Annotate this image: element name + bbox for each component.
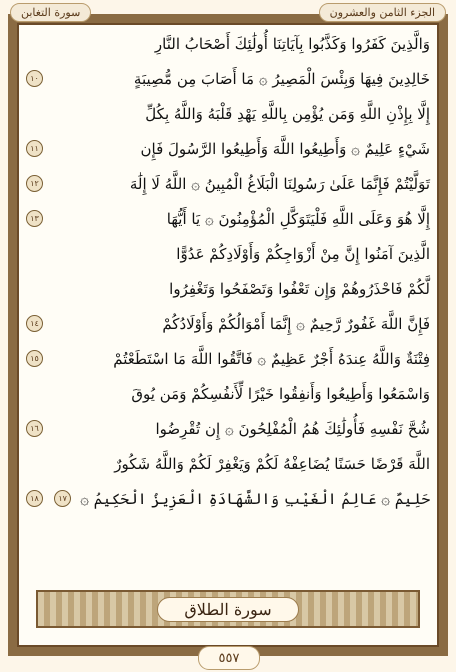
verse-line (22, 201, 432, 236)
verse-line (22, 306, 432, 341)
ayah-number-marker: ١٤ (26, 315, 43, 332)
verse-line (22, 376, 432, 411)
next-surah-title: سورة الطلاق (157, 597, 298, 622)
ayah-number-marker: ١٣ (26, 210, 43, 227)
line-text: إِلَّا هُوَ وَعَلَى اللَّهِ فَلْيَتَوَكَّلِ الْمُؤْمِنُونَ ۞ يَا أَيُّهَا (166, 209, 430, 228)
ayah-number-marker: ١٥ (26, 350, 43, 367)
line-text: فِتْنَةٌ وَاللَّهُ عِندَهُ أَجْرٌ عَظِيمٌ ۞ فَاتَّقُوا اللَّهَ مَا اسْتَطَعْتُمْ (113, 349, 430, 368)
line-text: الَّذِينَ آمَنُوا إِنَّ مِنْ أَزْوَاجِكُمْ وَأَوْلَادِكُمْ عَدُوًّا (176, 244, 430, 263)
ayah-number-marker: ١٢ (26, 175, 43, 192)
surah-header-banner (36, 590, 420, 628)
verse-line (22, 341, 432, 376)
verse-line (22, 96, 432, 131)
ayah-number-marker: ١٦ (26, 420, 43, 437)
ayah-number-marker: ١٧ (54, 490, 71, 507)
verse-line (22, 446, 432, 481)
line-text: وَالَّذِينَ كَفَرُوا وَكَذَّبُوا بِآيَاتِنَا أُولَٰئِكَ أَصْحَابُ النَّارِ (154, 34, 430, 53)
ayah-number-marker: ١٠ (26, 70, 43, 87)
page-header (10, 0, 446, 24)
verse-line (22, 481, 432, 516)
verse-line (22, 26, 432, 61)
line-text: لَّكُمْ فَاحْذَرُوهُمْ وَإِن تَعْفُوا وَتَصْفَحُوا وَتَغْفِرُوا (169, 279, 430, 298)
verse-line (22, 271, 432, 306)
page-number: ٥٥٧ (198, 646, 260, 670)
line-text: حَلِيمٌ ۞ عَالِمُ الْغَيْبِ وَالشَّهَادَةِ الْعَزِيزُ الْحَكِيمُ ۞ (80, 489, 430, 508)
line-text: خَالِدِينَ فِيهَا وَبِئْسَ الْمَصِيرُ ۞ مَا أَصَابَ مِن مُّصِيبَةٍ (133, 69, 430, 88)
verse-line (22, 61, 432, 96)
ayah-number-marker: ١١ (26, 140, 43, 157)
verse-line (22, 411, 432, 446)
line-text: شُحَّ نَفْسِهِ فَأُولَٰئِكَ هُمُ الْمُفْلِحُونَ ۞ إِن تُقْرِضُوا (155, 419, 430, 438)
verses-text (22, 26, 432, 586)
verse-line (22, 166, 432, 201)
line-text: إِلَّا بِإِذْنِ اللَّهِ وَمَن يُؤْمِن بِاللَّهِ يَهْدِ قَلْبَهُ وَاللَّهُ بِكُلِّ (145, 104, 430, 123)
line-text: فَإِنَّ اللَّهَ غَفُورٌ رَّحِيمٌ ۞ إِنَّمَا أَمْوَالُكُمْ وَأَوْلَادُكُمْ (162, 314, 430, 333)
verse-line (22, 236, 432, 271)
surah-name-label: سورة التغابن (10, 3, 91, 22)
ayah-number-marker: ١٨ (26, 490, 43, 507)
line-text: اللَّهَ قَرْضًا حَسَنًا يُضَاعِفْهُ لَكُمْ وَيَغْفِرْ لَكُمْ وَاللَّهُ شَكُورٌ (114, 454, 430, 473)
line-text: وَاسْمَعُوا وَأَطِيعُوا وَأَنفِقُوا خَيْرًا لِّأَنفُسِكُمْ وَمَن يُوقَ (131, 384, 430, 403)
verse-line (22, 131, 432, 166)
line-text: تَوَلَّيْتُمْ فَإِنَّمَا عَلَىٰ رَسُولِنَا الْبَلَاغُ الْمُبِينُ ۞ اللَّهُ لَا إِلَٰهَ (129, 174, 430, 193)
line-text: شَيْءٍ عَلِيمٌ ۞ وَأَطِيعُوا اللَّهَ وَأَطِيعُوا الرَّسُولَ فَإِن (140, 139, 430, 158)
juz-label: الجزء الثامن والعشرون (319, 3, 446, 22)
